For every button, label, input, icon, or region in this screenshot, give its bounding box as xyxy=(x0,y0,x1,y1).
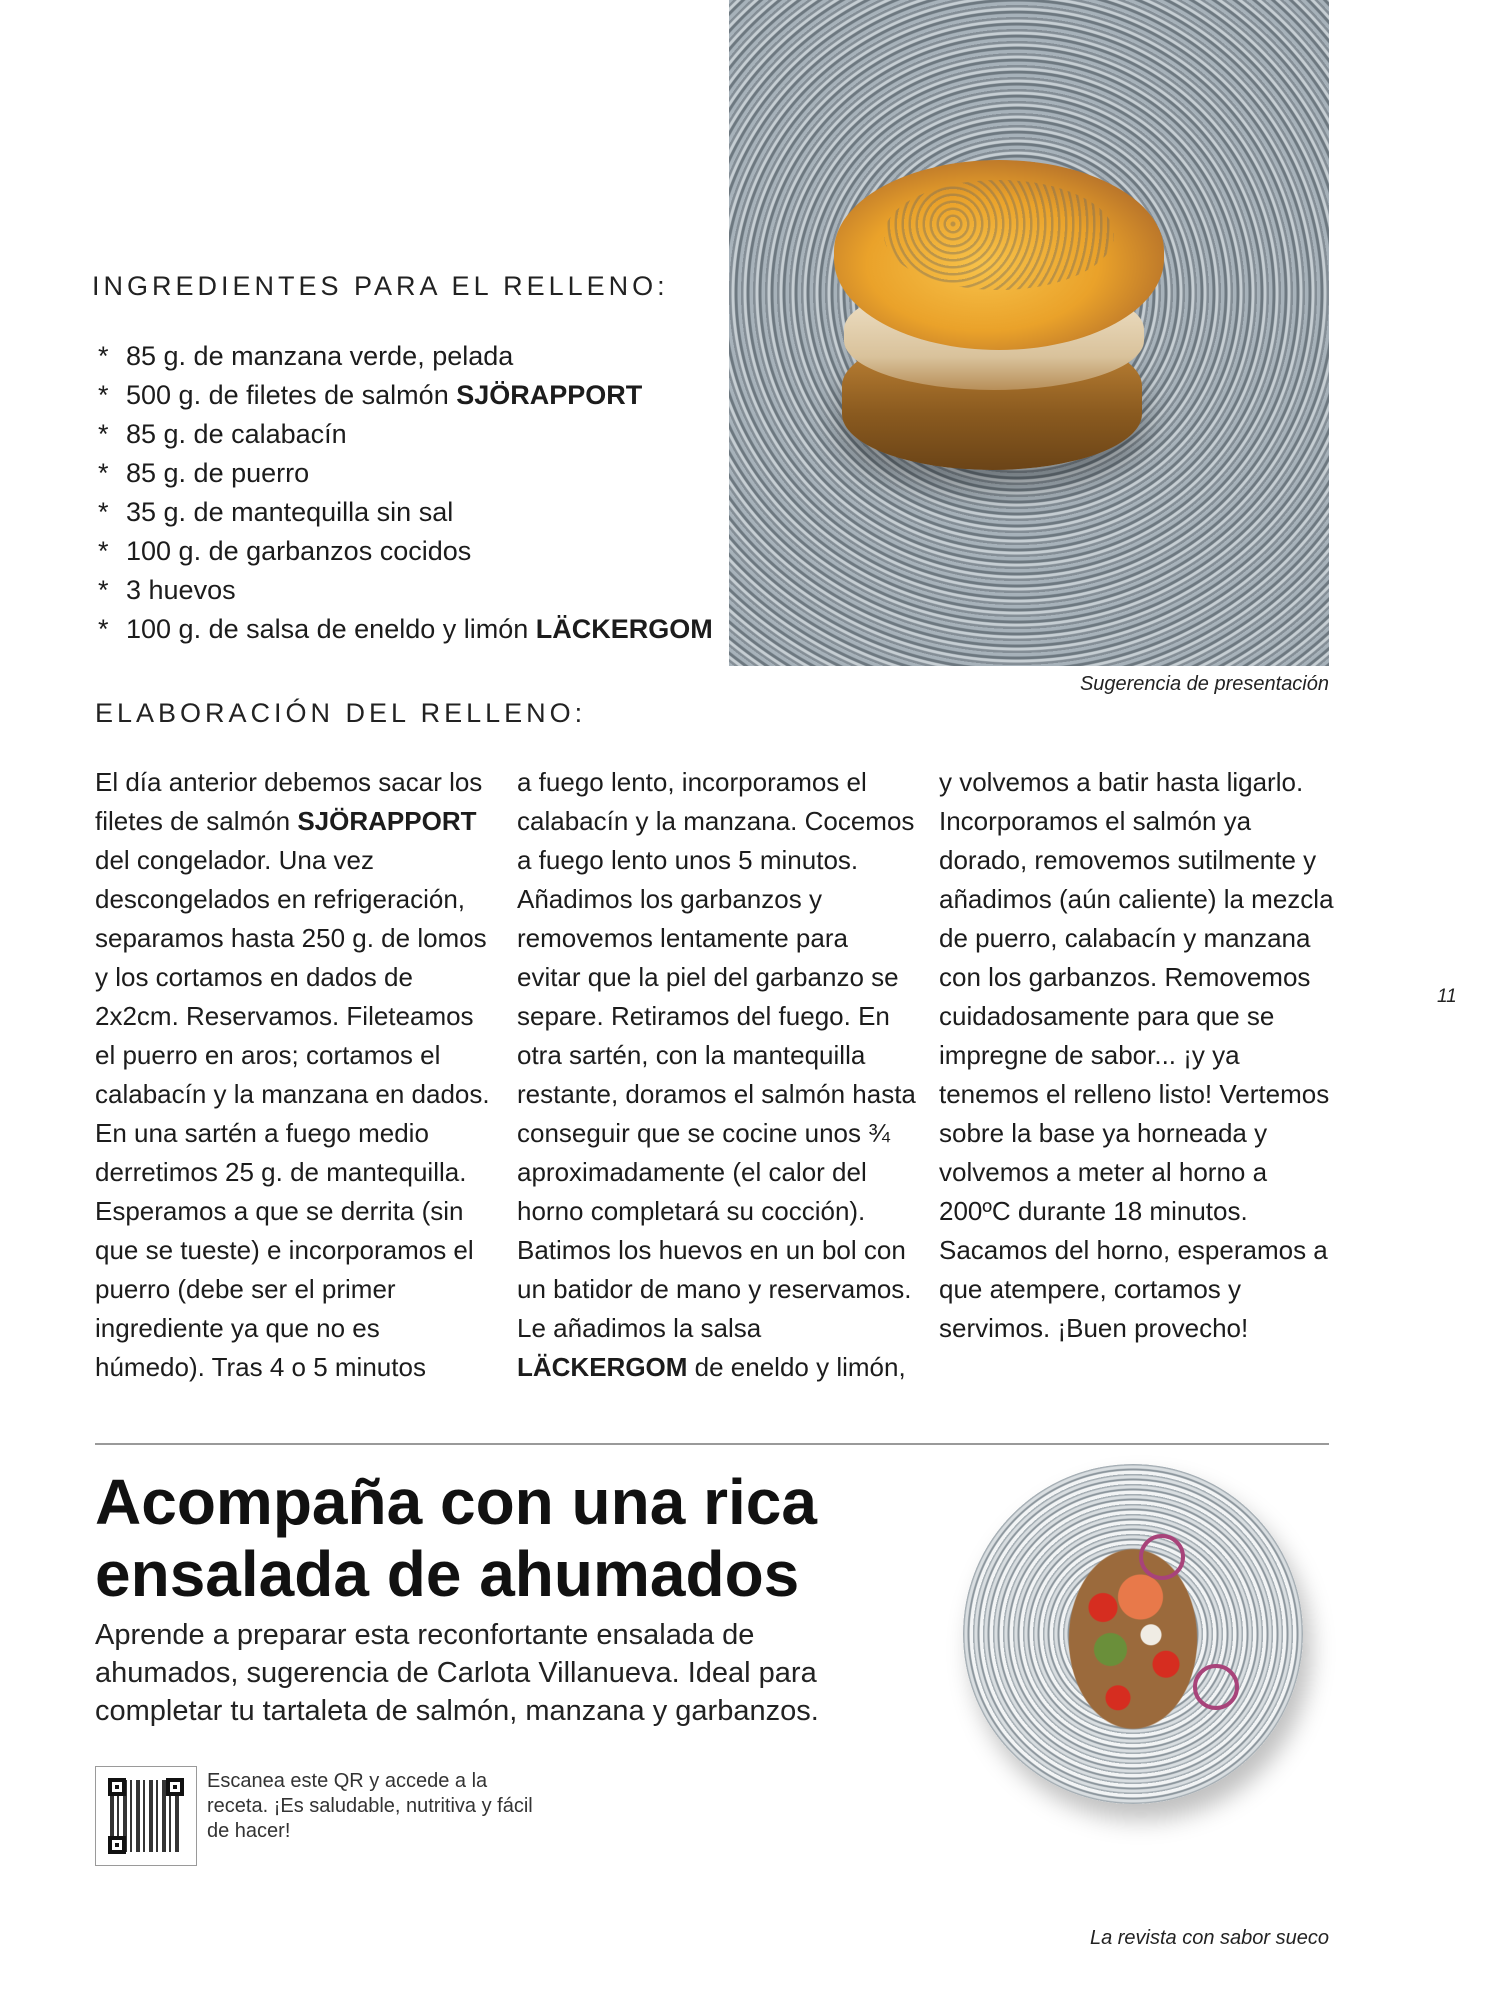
ingredient-item: * 85 g. de calabacín xyxy=(98,419,347,449)
tart-photo xyxy=(729,0,1329,666)
ingredient-item: * 85 g. de manzana verde, pelada xyxy=(98,341,514,371)
ingredient-item: * 3 huevos xyxy=(98,575,236,605)
elaboration-column-1: El día anterior debemos sacar los filetes de salmón SJÖRAPPORT del congelador. Una vez descongelados en refrigeración, separamos hasta 250 g. de lomos y los cortamos en dados de 2x2cm. Reservamos. Fileteamos el puerro en aros; cortamos el calabacín y la manzana en dados. En una sartén a fuego medio derretimos 25 g. de mantequilla. Esperamos a que se derrita (sin que se tueste) e incorporamos el puerro (debe ser el primer ingrediente ya que no es húmedo). Tras 4 o 5 minutos xyxy=(95,767,490,1382)
promo-lead: Aprende a preparar esta reconfortante ensalada de ahumados, sugerencia de Carlota Villanueva. Ideal para completar tu tartaleta de salmón, manzana y garbanzos. xyxy=(95,1619,819,1727)
ingredients-list xyxy=(98,337,713,649)
brand-name: LÄCKERGOM xyxy=(535,614,713,644)
elaboration-heading: ELABORACIÓN DEL RELLENO: xyxy=(95,698,587,728)
section-divider xyxy=(95,1443,1329,1445)
elaboration-column-2: a fuego lento, incorporamos el calabacín y la manzana. Cocemos a fuego lento unos 5 minutos. Añadimos los garbanzos y removemos lentamente para evitar que la piel del garbanzo se separe. Retiramos del fuego. En otra sartén, con la mantequilla restante, doramos el salmón hasta conseguir que se cocine unos ¾ aproximadamente (el calor del horno completará su cocción). Batimos los huevos en un bol con un batidor de mano y reservamos. Le añadimos la salsa LÄCKERGOM de eneldo y limón, xyxy=(517,767,916,1382)
brand-name: SJÖRAPPORT xyxy=(297,806,477,836)
ingredient-item: * 85 g. de puerro xyxy=(98,458,310,488)
ingredients-heading: INGREDIENTES PARA EL RELLENO: xyxy=(92,271,669,301)
salad-photo xyxy=(963,1464,1303,1804)
brand-name: SJÖRAPPORT xyxy=(456,380,643,410)
ingredient-item: * 100 g. de salsa de eneldo y limón LÄCKERGOM xyxy=(98,614,713,644)
page-number: 11 xyxy=(1437,986,1457,1007)
salmon-tart-image xyxy=(824,120,1184,510)
salad-image xyxy=(1058,1534,1208,1744)
ingredient-item: * 100 g. de garbanzos cocidos xyxy=(98,536,472,566)
ingredient-item: * 500 g. de filetes de salmón SJÖRAPPORT xyxy=(98,380,643,410)
photo-caption: Sugerencia de presentación xyxy=(1079,673,1329,695)
brand-name: LÄCKERGOM xyxy=(517,1352,688,1382)
elaboration-column-3: y volvemos a batir hasta ligarlo. Incorporamos el salmón ya dorado, removemos sutilmente y añadimos (aún caliente) la mezcla de puerro, calabacín y manzana con los garbanzos. Removemos cuidadosamente para que se impregne de sabor... ¡y ya tenemos el relleno listo! Vertemos sobre la base ya horneada y volvemos a meter al horno a 200ºC durante 18 minutos. Sacamos del horno, esperamos a que atempere, cortamos y servimos. ¡Buen provecho! xyxy=(939,767,1334,1343)
magazine-tagline: La revista con sabor sueco xyxy=(1089,1927,1329,1949)
qr-instructions: Escanea este QR y accede a la receta. ¡Es saludable, nutritiva y fácil de hacer! xyxy=(207,1770,533,1842)
promo-headline: Acompaña con una rica ensalada de ahumados xyxy=(95,1466,817,1610)
ingredient-item: * 35 g. de mantequilla sin sal xyxy=(98,497,454,527)
qr-code[interactable] xyxy=(95,1766,197,1866)
